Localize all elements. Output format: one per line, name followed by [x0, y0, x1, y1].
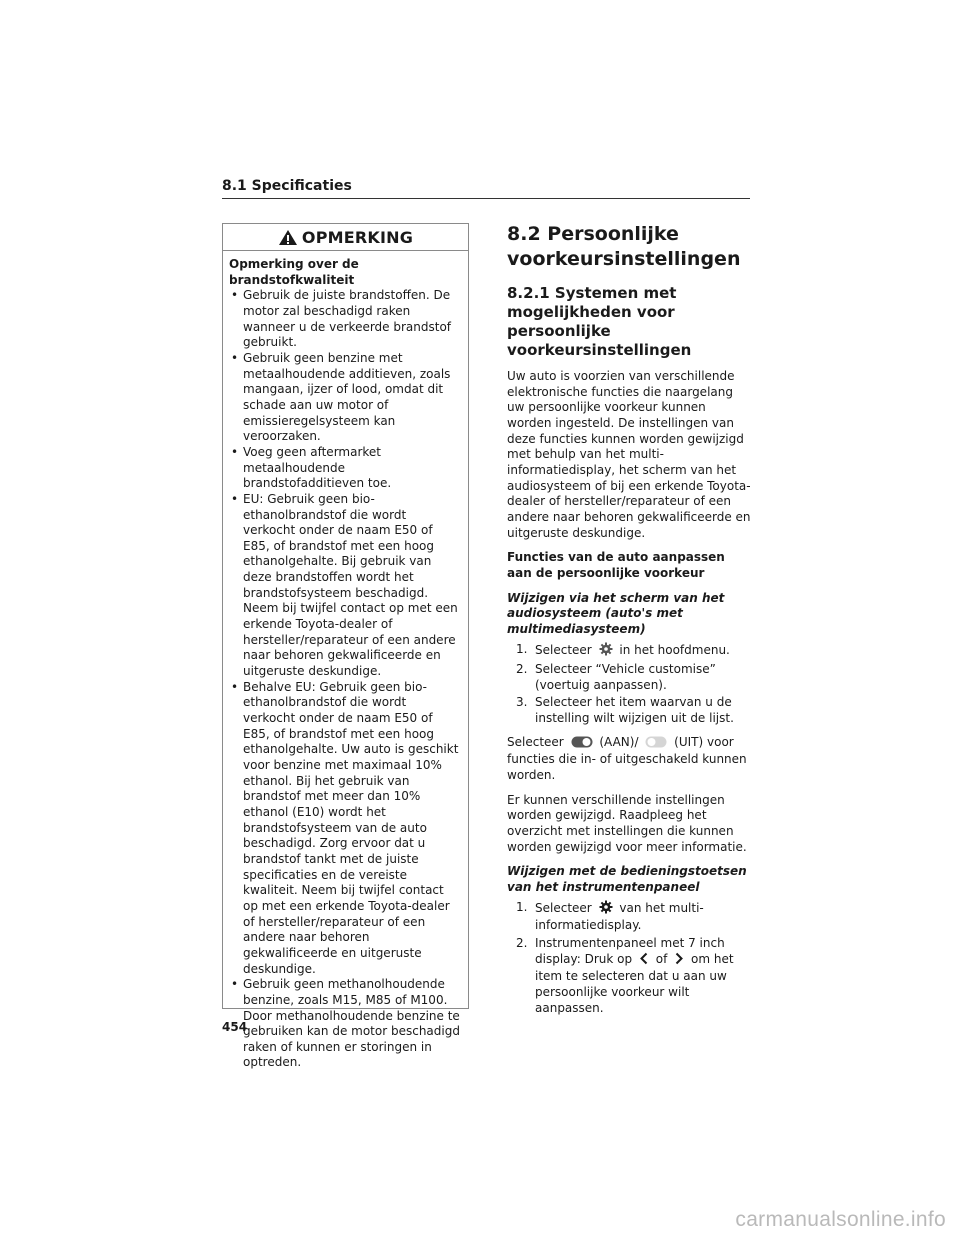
chevron-right-icon	[674, 952, 684, 970]
step-text: in het hoofdmenu.	[619, 642, 730, 657]
step-text: Selecteer	[535, 642, 592, 657]
step-number: 1.	[516, 641, 528, 656]
step-text: Selecteer	[535, 900, 592, 915]
toggle-on-icon	[571, 736, 593, 753]
list-item: • Voeg geen aftermarket metaalhoudende brandstofadditieven toe.	[229, 445, 462, 492]
toggle-text: (UIT) voor functies die in- of uitgeschakeld kunnen worden.	[507, 734, 747, 783]
list-item	[516, 642, 752, 661]
toggle-off-icon	[645, 736, 667, 753]
list-item: • Behalve EU: Gebruik geen bio-ethanolbrandstof die wordt verkocht onder de naam E50 of E85, of brandstof met een hoog ethanolgehalte. Uw auto is geschikt voor benzine met maximaal 10% ethanol. Bij het gebruik van brandstof met meer dan 10% ethanol (E10) wordt het brandstofsysteem van de auto beschadigd. Zorg ervoor dat u brandstof tankt met de juiste specificaties en de vereiste kwaliteit. Neem bij twijfel contact op met een erkende Toyota-dealer of hersteller/reparateur of een andere naar behoren gekwalificeerde en uitgeruste deskundige.	[229, 680, 462, 977]
step-number: 3.	[516, 695, 528, 710]
watermark: carmanualsonline.info	[735, 1208, 946, 1231]
toggle-text: (AAN)/	[599, 734, 639, 749]
list-item	[516, 695, 752, 726]
right-column	[507, 222, 752, 1024]
chevron-left-icon	[639, 952, 649, 970]
audio-steps	[507, 642, 752, 727]
settings-paragraph: Er kunnen verschillende instellingen worden gewijzigd. Raadpleeg het overzicht met instellingen die kunnen worden gewijzigd voor meer informatie.	[507, 792, 747, 854]
notice-title: OPMERKING	[301, 227, 414, 247]
gear-icon	[599, 900, 613, 919]
list-item	[516, 936, 752, 1016]
audio-heading: Wijzigen via het scherm van het audiosysteem (auto's met multimediasysteem)	[507, 590, 725, 636]
step-number: 2.	[516, 936, 528, 950]
notice-subtitle: Opmerking over de brandstofkwaliteit	[229, 257, 359, 287]
section-heading: 8.2 Persoonlijke voorkeursinstellingen	[507, 223, 741, 270]
panel-steps	[507, 900, 752, 1017]
list-item: • Gebruik geen methanolhoudende benzine, zoals M15, M85 of M100. Door methanolhoudende benzine te gebruiken kan de motor beschadigd raken of kunnen er storingen in optreden.	[229, 977, 462, 1071]
step-text: Selecteer het item waarvan u de instelling wilt wijzigen uit de lijst.	[535, 695, 734, 726]
notice-header	[223, 224, 468, 251]
page-number: 454	[222, 1020, 248, 1034]
step-number: 1.	[516, 899, 528, 914]
panel-heading: Wijzigen met de bedieningstoetsen van het instrumentenpaneel	[507, 864, 747, 895]
step-number: 2.	[516, 662, 528, 677]
list-item	[516, 662, 752, 693]
list-item: • Gebruik geen benzine met metaalhoudende additieven, zoals mangaan, ijzer of lood, omdat dit schade aan uw motor of emissieregelsysteem kan veroorzaken.	[229, 351, 462, 445]
list-item: • Gebruik de juiste brandstoffen. De motor zal beschadigd raken wanneer u de verkeerde brandstof gebruikt.	[229, 288, 462, 351]
toggle-paragraph	[507, 735, 752, 784]
subsection-heading: 8.2.1 Systemen met mogelijkheden voor persoonlijke voorkeursinstellingen	[507, 284, 692, 359]
step-text: Instrumentenpaneel met 7 inch display: Druk op	[535, 936, 725, 966]
functions-heading: Functies van de auto aanpassen aan de persoonlijke voorkeur	[507, 550, 725, 580]
step-text: van het multi-informatiedisplay.	[535, 900, 704, 933]
notice-body	[223, 251, 468, 1071]
gear-icon	[599, 642, 613, 661]
list-item	[516, 900, 752, 934]
step-text: of	[655, 951, 668, 966]
section-header: 8.1 Specificaties	[222, 178, 750, 199]
intro-paragraph: Uw auto is voorzien van verschillende elektronische functies die naargelang uw persoonlijke voorkeur kunnen worden ingesteld. De instellingen van deze functies kunnen worden gewijzigd met behulp van het multi-informatiedisplay, het scherm van het audiosysteem of bij een erkende Toyota-dealer of hersteller/reparateur of een andere naar behoren gekwalificeerde en uitgeruste deskundige.	[507, 369, 751, 540]
step-text: om het item te selecteren dat u aan uw persoonlijke voorkeur wilt aanpassen.	[535, 951, 734, 1015]
notice-list	[229, 288, 462, 1071]
toggle-text: Selecteer	[507, 734, 564, 749]
list-item: • EU: Gebruik geen bio-ethanolbrandstof die wordt verkocht onder de naam E50 of E85, of brandstof met een hoog ethanolgehalte. Bij gebruik van deze brandstoffen wordt het brandstofsysteem beschadigd. Neem bij twijfel contact op met een erkende Toyota-dealer of hersteller/reparateur of een andere naar behoren gekwalificeerde en uitgeruste deskundige.	[229, 492, 462, 680]
step-text: Selecteer “Vehicle customise” (voertuig aanpassen).	[535, 662, 716, 692]
warning-triangle-icon	[278, 229, 298, 246]
